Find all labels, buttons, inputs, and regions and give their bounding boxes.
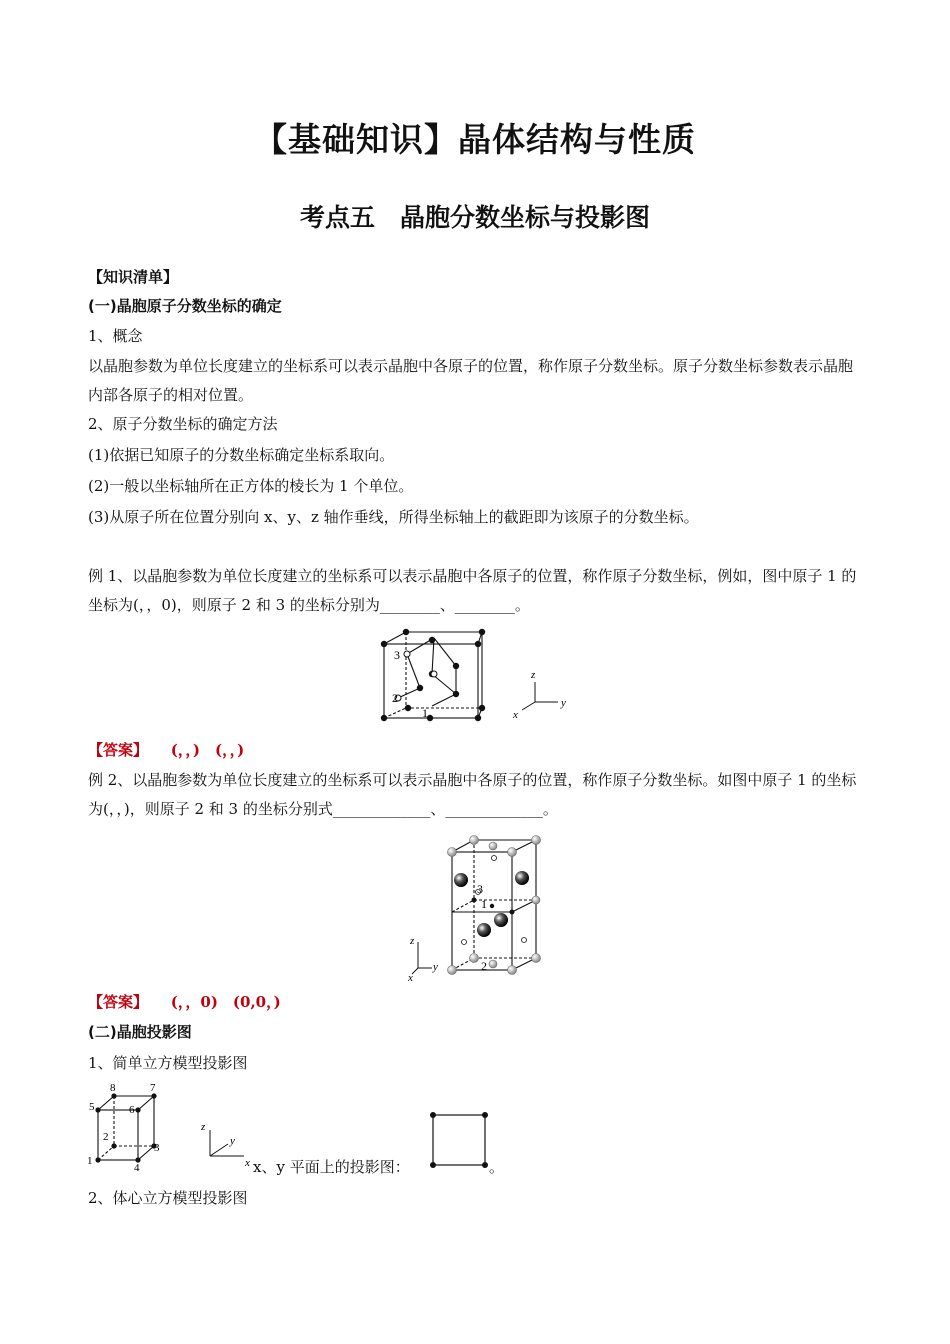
example1-answer-line xyxy=(88,741,244,759)
cube-axis-z: z xyxy=(201,1121,206,1133)
example2-cell-figure xyxy=(402,832,552,982)
example1-cell-figure xyxy=(372,626,587,726)
cube-label-5: 5 xyxy=(89,1101,95,1113)
fig1-label-2: 2 xyxy=(392,691,398,705)
page-subtitle: 考点五 晶胞分数坐标与投影图 xyxy=(299,203,650,232)
section-knowledge-list: 【知识清单】 xyxy=(88,268,179,286)
simple-cube-figure xyxy=(84,1080,174,1172)
fig2-label-1: 1 xyxy=(481,897,487,911)
part2-heading: (二)晶胞投影图 xyxy=(88,1023,192,1041)
example2-text: 例 2、以晶胞参数为单位长度建立的坐标系可以表示晶胞中各原子的位置，称作原子分数坐标。如图中原子 1 的坐标为(，，)，则原子 2 和 3 的坐标分别式_____________、_____________。 xyxy=(88,771,857,818)
fig2-axis-y: y xyxy=(433,961,438,973)
cube-label-4: 4 xyxy=(134,1162,140,1172)
fig2-axis-z: z xyxy=(410,935,415,947)
part2-item1: 1、简单立方模型投影图 xyxy=(88,1054,248,1072)
method-step-2: (2)一般以坐标轴所在正方体的棱长为 1 个单位。 xyxy=(88,477,414,495)
fig1-label-3: 3 xyxy=(394,648,400,662)
fig1-axis-x: x xyxy=(513,709,518,721)
example2-answer-line xyxy=(88,993,281,1011)
cube-label-3: 3 xyxy=(154,1142,160,1154)
fig2-label-3: 3 xyxy=(477,882,483,896)
fig1-label-1: 1 xyxy=(422,706,428,720)
cube-label-6: 6 xyxy=(129,1104,135,1116)
xy-projection-square xyxy=(426,1108,492,1172)
fig1-axis-z: z xyxy=(531,669,536,681)
part1-heading: (一)晶胞原子分数坐标的确定 xyxy=(88,297,282,315)
concept-label: 1、概念 xyxy=(88,327,143,345)
cube-label-8: 8 xyxy=(110,1082,116,1094)
method-step-3: (3)从原子所在位置分别向 x、y、z 轴作垂线，所得坐标轴上的截距即为该原子的分数坐标。 xyxy=(88,508,699,526)
cube-label-1: 1 xyxy=(87,1155,93,1167)
example1-text: 例 1、以晶胞参数为单位长度建立的坐标系可以表示晶胞中各原子的位置，称作原子分数坐标，例如，图中原子 1 的坐标为(，，0)，则原子 2 和 3 的坐标分别为________、________。 xyxy=(88,567,857,614)
projection-end: 。 xyxy=(489,1158,505,1176)
example1-answer-label: 【答案】 xyxy=(88,741,149,759)
method-label: 2、原子分数坐标的确定方法 xyxy=(88,415,278,433)
projection-caption: x、y 平面上的投影图： xyxy=(253,1158,410,1176)
simple-cube-axes xyxy=(196,1116,256,1168)
cube-axis-x: x xyxy=(245,1157,250,1168)
part2-item2: 2、体心立方模型投影图 xyxy=(88,1189,248,1207)
cube-label-7: 7 xyxy=(150,1082,156,1094)
concept-text: 以晶胞参数为单位长度建立的坐标系可以表示晶胞中各原子的位置，称作原子分数坐标。原子分数坐标参数表示晶胞内部各原子的相对位置。 xyxy=(88,357,854,404)
example1-answer: (，，) (，，) xyxy=(170,741,245,759)
fig2-axis-x: x xyxy=(408,972,413,982)
cube-label-2: 2 xyxy=(103,1131,109,1143)
fig2-label-2: 2 xyxy=(481,959,487,973)
example2-answer: (，，0) (0,0，) xyxy=(170,993,281,1011)
method-step-1: (1)依据已知原子的分数坐标确定坐标系取向。 xyxy=(88,446,395,464)
page-title: 【基础知识】晶体结构与性质 xyxy=(254,120,696,159)
fig1-axis-y: y xyxy=(561,697,566,709)
example2-answer-label: 【答案】 xyxy=(88,993,149,1011)
cube-axis-y: y xyxy=(230,1135,235,1147)
